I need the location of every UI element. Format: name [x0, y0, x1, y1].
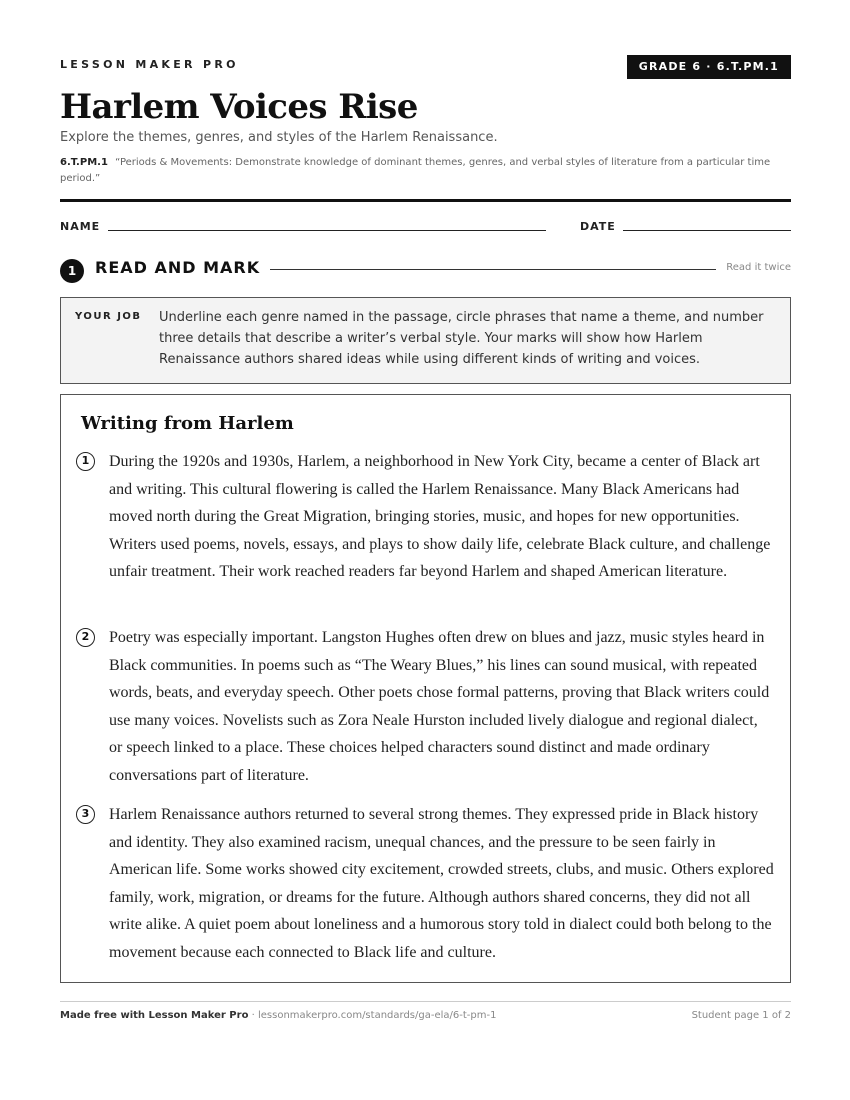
worksheet-page [60, 0, 791, 1100]
passage-title: Writing from Harlem [81, 413, 294, 434]
paragraph-text: Harlem Renaissance authors returned to several strong themes. They expressed pride in Black history and identity. They also examined racism, unequal chances, and the pressure to be seen fairly in American life. Some works showed city excitement, crowded streets, clubs, and music. Others explored family, work, migration, or dreams for the future. Although authors shared concerns, they did not all write alike. A quiet poem about loneliness and a humorous story told in dialect could both belong to the movement because each connected to Black life and culture. [109, 806, 774, 961]
date-label: DATE [580, 220, 616, 233]
section-title: READ AND MARK [95, 258, 261, 277]
page-title: Harlem Voices Rise [60, 87, 418, 127]
header-divider [60, 199, 791, 202]
footer-page-number: Student page 1 of 2 [691, 1010, 791, 1021]
grade-badge: GRADE 6 · 6.T.PM.1 [627, 55, 791, 79]
instructions-text: Underline each genre named in the passage, circle phrases that name a theme, and number three details that describe a writer’s verbal style. Your marks will show how Harlem Renaissance authors shared ideas while using different kinds of writing and voices. [159, 310, 764, 367]
footer-divider [60, 1001, 791, 1002]
name-field[interactable] [108, 230, 546, 231]
section-note: Read it twice [726, 262, 791, 273]
name-label: NAME [60, 220, 101, 233]
standard-code: 6.T.PM.1 [60, 157, 108, 168]
instructions-box [60, 297, 791, 384]
section-divider [270, 269, 716, 270]
footer-url[interactable]: · lessonmakerpro.com/standards/ga-ela/6-t-pm-1 [248, 1010, 497, 1021]
brand-name: LESSON MAKER PRO [60, 58, 239, 71]
page-subtitle: Explore the themes, genres, and styles of the Harlem Renaissance. [60, 130, 498, 145]
paragraph-text: Poetry was especially important. Langston Hughes often drew on blues and jazz, music styles heard in Black communities. In poems such as “The Weary Blues,” his lines can sound musical, with repeated words, beats, and everyday speech. Other poets chose formal patterns, proving that Black writers could use many voices. Novelists such as Zora Neale Hurston included lively dialogue and regional dialect, or speech linked to a place. These choices helped characters sound distinct and made ordinary conversations part of literature. [109, 629, 770, 784]
paragraph-number: 3 [76, 805, 95, 824]
standard-text: “Periods & Movements: Demonstrate knowledge of dominant themes, genres, and verbal styles of literature from a particular time period.” [60, 157, 771, 184]
section-number-badge: 1 [60, 259, 84, 283]
paragraph-text: During the 1920s and 1930s, Harlem, a neighborhood in New York City, became a center of Black art and writing. This cultural flowering is called the Harlem Renaissance. Many Black Americans had moved north during the Great Migration, bringing stories, music, and hopes for new opportunities. Writers used poems, novels, essays, and plays to show daily life, celebrate Black culture, and challenge unfair treatment. Their work reached readers far beyond Harlem and shaped American literature. [109, 453, 771, 581]
footer-credit [60, 1010, 496, 1021]
date-field[interactable] [623, 230, 791, 231]
instructions-label: YOUR JOB [75, 311, 142, 322]
paragraph-number: 2 [76, 628, 95, 647]
reading-passage [60, 394, 791, 983]
paragraph-number: 1 [76, 452, 95, 471]
standard-description [60, 155, 791, 187]
footer-made-with: Made free with Lesson Maker Pro [60, 1010, 249, 1021]
